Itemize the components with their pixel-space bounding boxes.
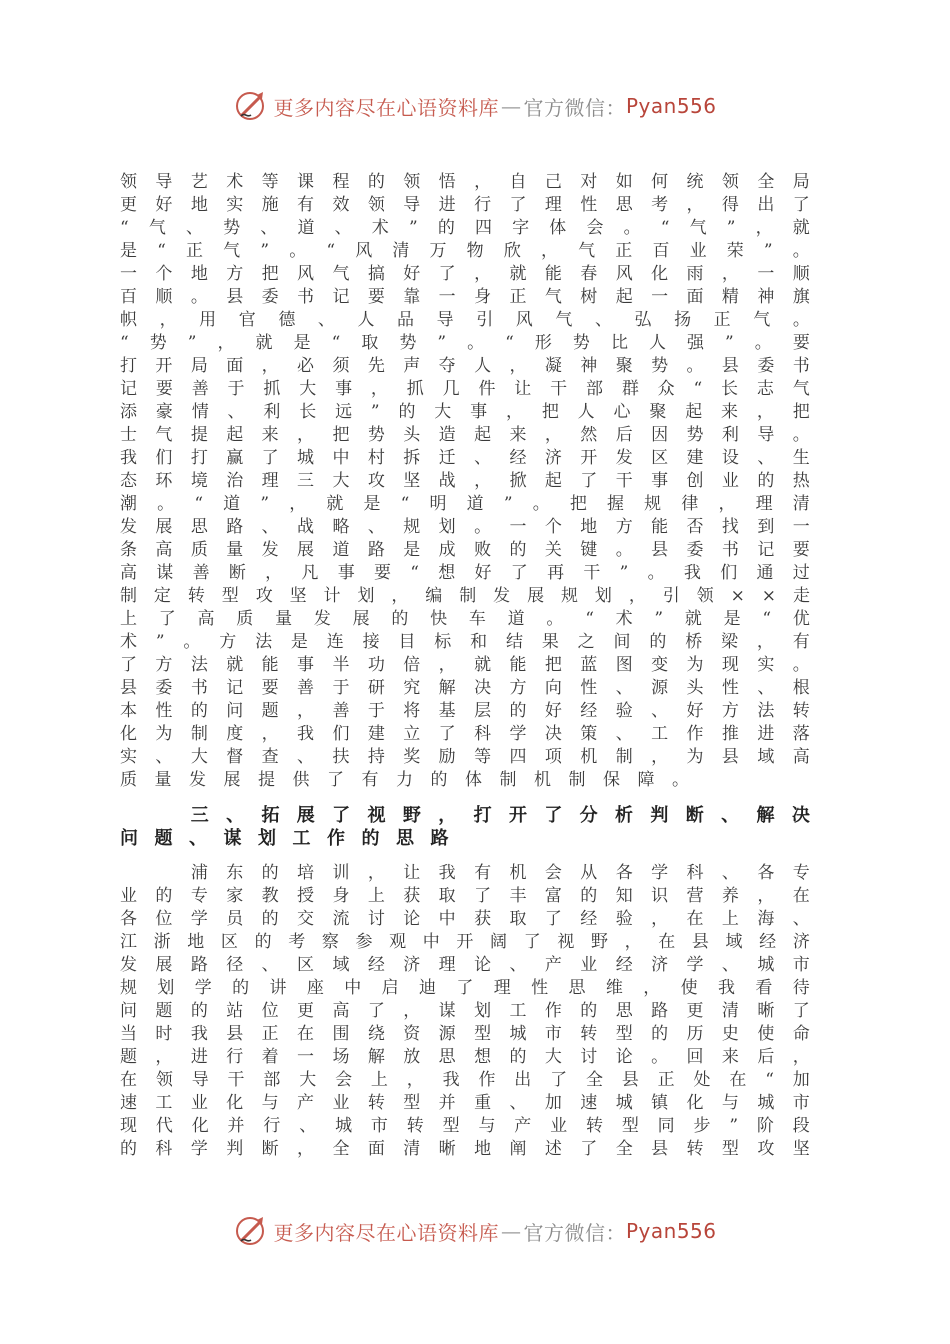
- text-line: 实 、 大 督 查 、 扶 持 奖 励 等 四 项 机 制 ， 为 县 域 高: [120, 747, 810, 767]
- text-line: 记 要 善 于 抓 大 事 ， 抓 几 件 让 干 部 群 众 “ 长 志 气: [120, 379, 810, 399]
- text-line: 化 为 制 度 ， 我 们 建 立 了 科 学 决 策 、 工 作 推 进 落: [120, 724, 810, 744]
- text-line: 的 科 学 判 断 ， 全 面 清 晰 地 阐 述 了 全 县 转 型 攻 坚: [120, 1139, 810, 1159]
- text-line: 各 位 学 员 的 交 流 讨 论 中 获 取 了 经 验 ， 在 上 海 、: [120, 909, 810, 929]
- text-line: 更 好 地 实 施 有 效 领 导 进 行 了 理 性 思 考 ， 得 出 了: [120, 195, 810, 215]
- watermark-banner: [233, 88, 716, 124]
- text-line: 帜 ， 用 官 德 、 人 品 导 引 风 气 、 弘 扬 正 气 。: [120, 310, 810, 330]
- text-line: 江 浙 地 区 的 考 察 参 观 中 开 阔 了 视 野 ， 在 县 域 经 济: [120, 932, 810, 952]
- banner-separator: —: [500, 94, 522, 118]
- text-line: 上 了 高 质 量 发 展 的 快 车 道 。 “ 术 ” 就 是 “ 优: [120, 609, 810, 629]
- header-banner: [0, 88, 950, 124]
- text-line: “ 势 ” ， 就 是 “ 取 势 ” 。 “ 形 势 比 人 强 ” 。 要: [120, 333, 810, 353]
- text-line: 我 们 打 赢 了 城 中 村 拆 迁 、 经 济 开 发 区 建 设 、 生: [120, 448, 810, 468]
- footer-banner: [0, 1213, 950, 1249]
- section-heading-line: 问 题 、 谋 划 工 作 的 思 路: [120, 828, 449, 849]
- text-line: 高 谋 善 断 ， 凡 事 要 “ 想 好 了 再 干 ” 。 我 们 通 过: [120, 563, 810, 583]
- text-line: 态 环 境 治 理 三 大 攻 坚 战 ， 掀 起 了 干 事 创 业 的 热: [120, 471, 810, 491]
- banner-wechat-label: 官方微信：: [523, 1220, 626, 1245]
- text-line: 浦 东 的 培 训 ， 让 我 有 机 会 从 各 学 科 、 各 专: [190, 863, 810, 883]
- banner-wechat-id: Pyan556: [625, 94, 717, 118]
- text-line: “ 气 、 势 、 道 、 术 ” 的 四 字 体 会 。 “ 气 ” ， 就: [120, 218, 810, 238]
- text-line: 士 气 提 起 来 ， 把 势 头 造 起 来 ， 然 后 因 势 利 导 。: [120, 425, 810, 445]
- text-line: 题 ， 进 行 着 一 场 解 放 思 想 的 大 讨 论 。 回 来 后 ，: [120, 1047, 810, 1067]
- text-line: 百 顺 。 县 委 书 记 要 靠 一 身 正 气 树 起 一 面 精 神 旗: [120, 287, 810, 307]
- text-line: 术 ” 。 方 法 是 连 接 目 标 和 结 果 之 间 的 桥 梁 ， 有: [120, 632, 810, 652]
- text-line: 制 定 转 型 攻 坚 计 划 ， 编 制 发 展 规 划 ， 引 领 × × 走: [120, 586, 810, 606]
- banner-wechat-id: Pyan556: [625, 1219, 717, 1243]
- text-line: 是 “ 正 气 ” 。 “ 风 清 万 物 欣 ， 气 正 百 业 荣 ” 。: [120, 241, 810, 261]
- banner-wechat-label: 官方微信：: [523, 95, 626, 120]
- text-line: 领 导 艺 术 等 课 程 的 领 悟 ， 自 己 对 如 何 统 领 全 局: [120, 172, 810, 192]
- text-line: 打 开 局 面 ， 必 须 先 声 夺 人 ， 凝 神 聚 势 。 县 委 书: [120, 356, 810, 376]
- pen-logo-icon: [233, 1213, 269, 1249]
- document-body: [120, 171, 810, 1161]
- text-line: 一 个 地 方 把 风 气 搞 好 了 ， 就 能 春 风 化 雨 ， 一 顺: [120, 264, 810, 284]
- banner-separator: —: [500, 1219, 522, 1243]
- text-line: 业 的 专 家 教 授 身 上 获 取 了 丰 富 的 知 识 营 养 ， 在: [120, 886, 810, 906]
- watermark-banner: [233, 1213, 716, 1249]
- text-line: 本 性 的 问 题 ， 善 于 将 基 层 的 好 经 验 、 好 方 法 转: [120, 701, 810, 721]
- text-line: 当 时 我 县 正 在 围 绕 资 源 型 城 市 转 型 的 历 史 使 命: [120, 1024, 810, 1044]
- text-line: 速 工 业 化 与 产 业 转 型 并 重 、 加 速 城 镇 化 与 城 市: [120, 1093, 810, 1113]
- banner-title: 更多内容尽在心语资料库: [273, 1220, 499, 1245]
- text-line: 添 豪 情 、 利 长 远 ” 的 大 事 ， 把 人 心 聚 起 来 ， 把: [120, 402, 810, 422]
- section-heading-line: 三 、 拓 展 了 视 野 ， 打 开 了 分 析 判 断 、 解 决: [190, 805, 810, 826]
- text-line: 现 代 化 并 行 、 城 市 转 型 与 产 业 转 型 同 步 ” 阶 段: [120, 1116, 810, 1136]
- text-line: 在 领 导 干 部 大 会 上 ， 我 作 出 了 全 县 正 处 在 “ 加: [120, 1070, 810, 1090]
- text-line: 发 展 思 路 、 战 略 、 规 划 。 一 个 地 方 能 否 找 到 一: [120, 517, 810, 537]
- text-line: 条 高 质 量 发 展 道 路 是 成 败 的 关 键 。 县 委 书 记 要: [120, 540, 810, 560]
- text-line: 县 委 书 记 要 善 于 研 究 解 决 方 向 性 、 源 头 性 、 根: [120, 678, 810, 698]
- text-line: 发 展 路 径 、 区 域 经 济 理 论 、 产 业 经 济 学 、 城 市: [120, 955, 810, 975]
- text-line: 质 量 发 展 提 供 了 有 力 的 体 制 机 制 保 障 。: [120, 770, 689, 790]
- banner-title: 更多内容尽在心语资料库: [273, 95, 499, 120]
- text-line: 了 方 法 就 能 事 半 功 倍 ， 就 能 把 蓝 图 变 为 现 实 。: [120, 655, 810, 675]
- pen-logo-icon: [233, 88, 269, 124]
- text-line: 潮 。 “ 道 ” ， 就 是 “ 明 道 ” 。 把 握 规 律 ， 理 清: [120, 494, 810, 514]
- text-line: 规 划 学 的 讲 座 中 启 迪 了 理 性 思 维 ， 使 我 看 待: [120, 978, 810, 998]
- text-line: 问 题 的 站 位 更 高 了 ， 谋 划 工 作 的 思 路 更 清 晰 了: [120, 1001, 810, 1021]
